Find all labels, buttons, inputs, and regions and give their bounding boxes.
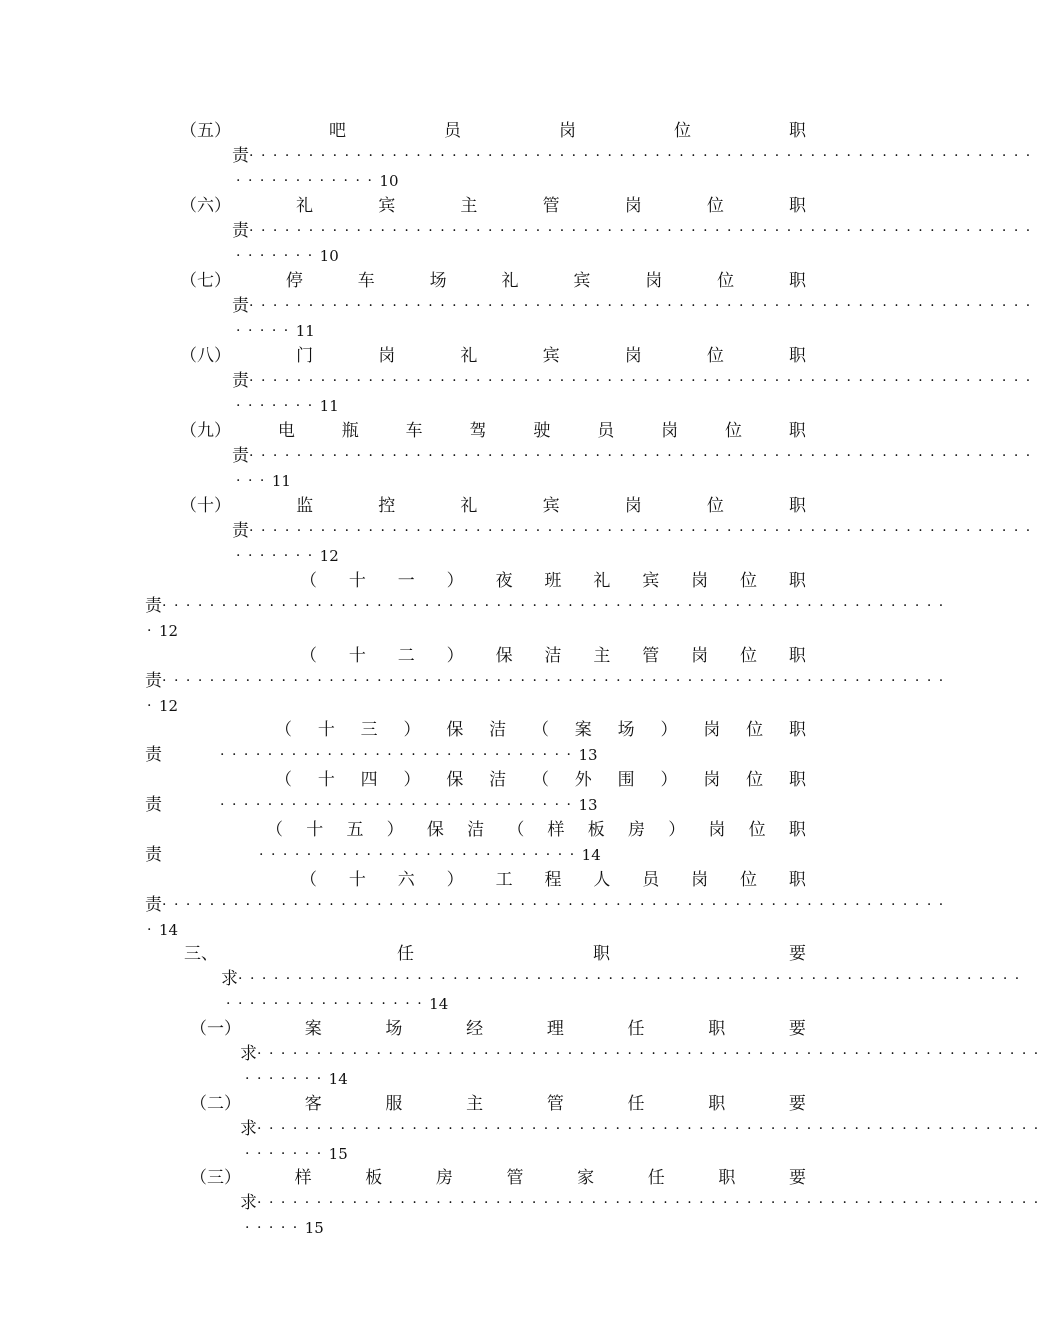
page-number: 12	[158, 697, 179, 715]
toc-entry-leader: 求 ··································································	[240, 1044, 1046, 1064]
toc-entry-page: ······· 12	[236, 547, 339, 565]
toc-entry-heading: （ 十 五 ） 保 洁 （ 样 板 房 ） 岗 位 职	[266, 820, 806, 840]
page-number: 12	[319, 547, 339, 565]
page-number: 10	[319, 247, 339, 265]
toc-entry-heading: （十） 监 控 礼 宾 岗 位 职	[180, 496, 806, 516]
toc-entry-page: ······· 11	[236, 397, 339, 415]
page-number: 11	[271, 472, 291, 490]
toc-entry-heading: （九） 电 瓶 车 驾 驶 员 岗 位 职	[180, 421, 806, 441]
toc-entry-heading: （三） 样 板 房 管 家 任 职 要	[190, 1168, 806, 1188]
toc-entry-heading: （ 十 三 ） 保 洁 （ 案 场 ） 岗 位 职	[275, 720, 806, 740]
page-number: 11	[295, 322, 315, 340]
toc-entry-page: ······· 14	[245, 1070, 348, 1088]
toc-entry-leader: 责 ······························ 13	[145, 745, 598, 765]
toc-entry-leader: 求 ··································································	[240, 1193, 1046, 1213]
toc-entry-leader: 责 ··································································	[232, 371, 1038, 391]
toc-entry-page: ··· 11	[236, 472, 291, 490]
toc-entry-label: （九）	[180, 421, 231, 441]
toc-entry-heading: （五） 吧 员 岗 位 职	[180, 121, 806, 141]
page-number: 13	[578, 796, 598, 814]
toc-entry-page: ····· 11	[236, 322, 315, 340]
toc-entry-leader: 求 ··································································	[240, 1119, 1046, 1139]
toc-entry-page: ······· 15	[245, 1145, 348, 1163]
toc-entry-page: ······· 10	[236, 247, 339, 265]
toc-entry-heading: （六） 礼 宾 主 管 岗 位 职	[180, 196, 806, 216]
toc-section-heading: 三、 任 职 要	[184, 944, 806, 964]
toc-entry-leader: 责 ··································································	[232, 521, 1038, 541]
toc-entry-label: （六）	[180, 196, 231, 216]
page-number: 12	[158, 622, 179, 640]
page-number: 15	[328, 1145, 348, 1163]
toc-entry-leader: 责 ··································································	[145, 895, 951, 915]
toc-entry-heading: （ 十 一 ） 夜 班 礼 宾 岗 位 职	[300, 571, 806, 591]
toc-entry-leader: 责 ··································································	[232, 296, 1038, 316]
toc-entry-heading: （一） 案 场 经 理 任 职 要	[190, 1019, 806, 1039]
toc-entry-leader: 责 ··································································	[232, 221, 1038, 241]
toc-entry-label: （八）	[180, 346, 231, 366]
toc-entry-leader: 责 ··································································	[232, 446, 1038, 466]
toc-entry-heading: （二） 客 服 主 管 任 职 要	[190, 1094, 806, 1114]
toc-entry-page: ····· 15	[245, 1219, 324, 1237]
toc-entry-page: · 14	[147, 921, 179, 939]
page-number: 14	[328, 1070, 348, 1088]
toc-entry-leader: 责 ······························ 13	[145, 795, 598, 815]
toc-entry-heading: （ 十 二 ） 保 洁 主 管 岗 位 职	[300, 646, 806, 666]
toc-entry-page: ············ 10	[236, 172, 399, 190]
page-number: 10	[379, 172, 399, 190]
page-number: 11	[319, 397, 339, 415]
toc-entry-leader: 求 ··································································	[221, 969, 1027, 989]
toc-entry-page: ················· 14	[226, 995, 449, 1013]
toc-entry-heading: （ 十 四 ） 保 洁 （ 外 围 ） 岗 位 职	[275, 770, 806, 790]
toc-entry-heading: （八） 门 岗 礼 宾 岗 位 职	[180, 346, 806, 366]
page-number: 14	[429, 995, 449, 1013]
page-number: 15	[304, 1219, 324, 1237]
toc-entry-leader: 责 ··································································	[145, 671, 951, 691]
toc-entry-heading: （七） 停 车 场 礼 宾 岗 位 职	[180, 271, 806, 291]
page-number: 14	[581, 846, 601, 864]
toc-entry-page: · 12	[147, 697, 179, 715]
toc-entry-page: · 12	[147, 622, 179, 640]
toc-entry-label: （十）	[180, 496, 231, 516]
toc-entry-leader: 责 ··································································	[145, 596, 951, 616]
page-number: 14	[158, 921, 179, 939]
toc-entry-label: （七）	[180, 271, 231, 291]
toc-entry-label: （五）	[180, 121, 231, 141]
toc-entry-leader: 责 ··································································	[232, 146, 1038, 166]
page-number: 13	[578, 746, 598, 764]
toc-entry-leader: 责 ··························· 14	[145, 845, 601, 865]
toc-entry-heading: （ 十 六 ） 工 程 人 员 岗 位 职	[300, 870, 806, 890]
